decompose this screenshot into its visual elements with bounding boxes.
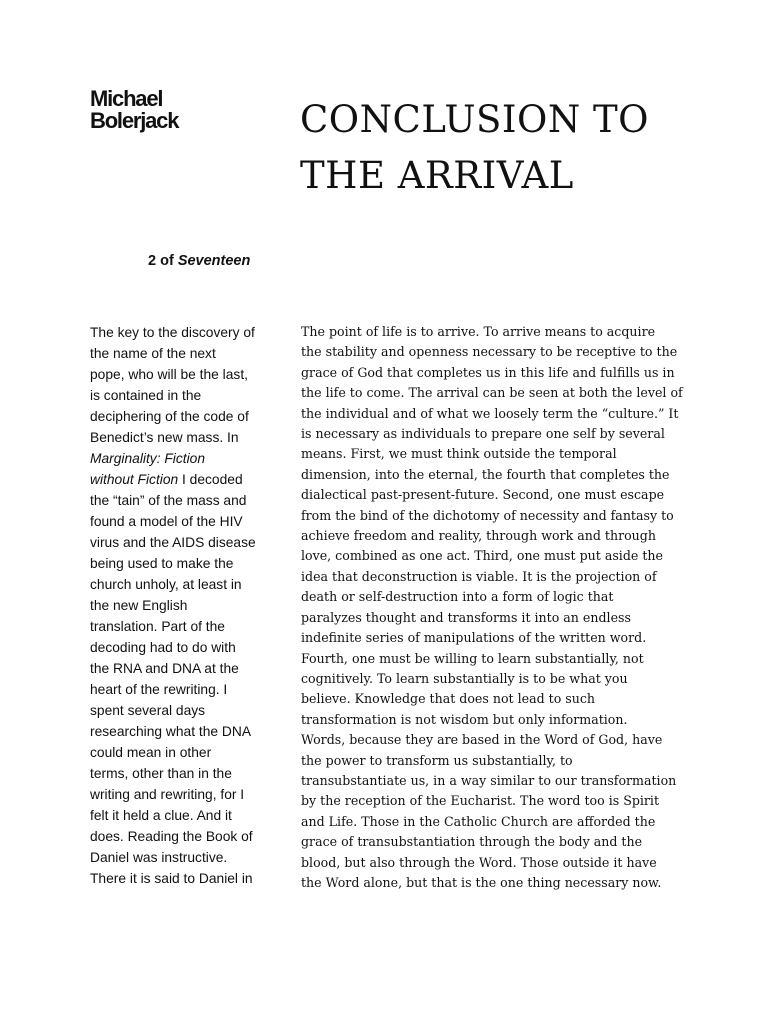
left-line: writing and rewriting, for I	[90, 787, 245, 802]
left-line: could mean in other	[90, 745, 212, 760]
book-title-part-1: Marginality: Fiction	[90, 451, 206, 466]
right-line: dimension, into the eternal, the fourth that completes the	[301, 466, 670, 482]
right-line: indefinite series of manipulations of the written word.	[301, 630, 647, 646]
right-line: idea that deconstruction is viable. It is the projection of	[301, 568, 657, 584]
right-line: means. First, we must think outside the temporal	[301, 446, 617, 462]
right-line: Words, because they are based in the Word of God, have	[301, 732, 663, 748]
left-line: spent several days	[90, 703, 206, 718]
right-line: from the bind of the dichotomy of necessity and fantasy to	[301, 507, 674, 523]
left-line: found a model of the HIV	[90, 514, 243, 529]
author-first-name: Michael	[90, 86, 163, 111]
right-line: transformation is not wisdom but only information.	[301, 711, 628, 727]
left-line-italic-title-2	[90, 469, 265, 490]
right-column-text	[301, 322, 686, 893]
left-line: terms, other than in the	[90, 766, 232, 781]
right-line: the stability and openness necessary to be receptive to the	[301, 344, 678, 360]
title-line-2: THE ARRIVAL	[300, 154, 574, 197]
left-line: There it is said to Daniel in	[90, 871, 253, 886]
left-line: pope, who will be the last,	[90, 367, 248, 382]
right-line: paralyzes thought and transforms it into an endless	[301, 609, 631, 625]
right-line: cognitively. To learn substantially is to be what you	[301, 670, 628, 686]
author-name	[90, 88, 178, 132]
left-column-text	[90, 322, 265, 889]
right-line: transubstantiate us, in a way similar to our transformation	[301, 772, 677, 788]
right-line: the life to come. The arrival can be seen at both the level of	[301, 385, 683, 401]
right-line: the individual and of what we loosely term the “culture.” It	[301, 405, 679, 421]
right-line: Fourth, one must be willing to learn substantially, not	[301, 650, 644, 666]
left-line: being used to make the	[90, 556, 234, 571]
left-line-rest: I decoded	[178, 472, 243, 487]
left-line: does. Reading the Book of	[90, 829, 253, 844]
left-line: church unholy, at least in	[90, 577, 242, 592]
right-line: love, combined as one act. Third, one must put aside the	[301, 548, 663, 564]
right-line: achieve freedom and reality, through work and through	[301, 528, 656, 544]
left-line-italic-title	[90, 448, 265, 469]
book-title-part-2: without Fiction	[90, 472, 179, 487]
title-line-1: CONCLUSION TO	[300, 98, 650, 141]
right-line: is necessary as individuals to prepare one self by several	[301, 426, 665, 442]
right-line: and Life. Those in the Catholic Church are afforded the	[301, 813, 656, 829]
right-line: The point of life is to arrive. To arrive means to acquire	[301, 324, 656, 339]
right-line: grace of transubstantiation through the body and the	[301, 834, 643, 850]
left-line: deciphering of the code of	[90, 409, 249, 424]
left-line: The key to the discovery of	[90, 325, 255, 340]
right-line: the power to transform us substantially, to	[301, 752, 573, 768]
left-line: the new English	[90, 598, 188, 613]
right-line: grace of God that completes us in this life and fulfills us in	[301, 364, 675, 380]
left-line: decoding had to do with	[90, 640, 236, 655]
right-line: dialectical past-present-future. Second, one must escape	[301, 487, 665, 503]
left-line: the name of the next	[90, 346, 216, 361]
left-line: the “tain” of the mass and	[90, 493, 247, 508]
left-line: felt it held a clue. And it	[90, 808, 232, 823]
left-line: researching what the DNA	[90, 724, 252, 739]
right-line: by the reception of the Eucharist. The word too is Spirit	[301, 793, 660, 809]
left-line: Benedict’s new mass. In	[90, 430, 239, 445]
right-line: death or self-destruction into a form of logic that	[301, 589, 614, 605]
right-line: the Word alone, but that is the one thing necessary now.	[301, 874, 662, 890]
part-series-title: Seventeen	[177, 253, 251, 269]
left-line: heart of the rewriting. I	[90, 682, 228, 697]
left-line: is contained in the	[90, 388, 202, 403]
right-line: believe. Knowledge that does not lead to such	[301, 691, 596, 707]
right-line: blood, but also through the Word. Those outside it have	[301, 854, 657, 870]
left-line: Daniel was instructive.	[90, 850, 228, 865]
part-prefix: 2 of	[148, 253, 178, 269]
author-last-name: Bolerjack	[90, 108, 179, 133]
left-line: translation. Part of the	[90, 619, 225, 634]
left-line: the RNA and DNA at the	[90, 661, 239, 676]
part-indicator	[148, 253, 250, 269]
left-line: virus and the AIDS disease	[90, 535, 256, 550]
page-title	[300, 92, 649, 204]
